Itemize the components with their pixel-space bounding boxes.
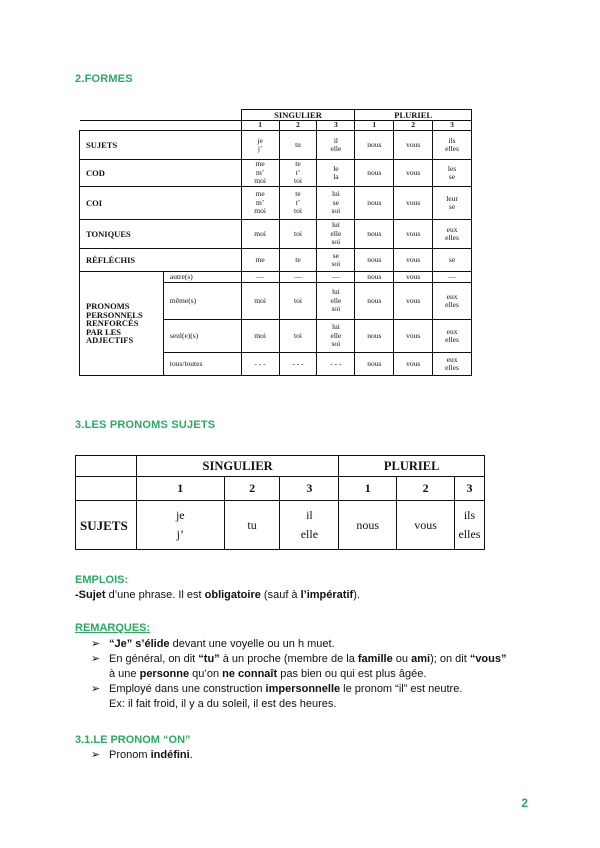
table-cell xyxy=(355,160,394,187)
row-header: SUJETS xyxy=(80,131,242,160)
cell-line: vous xyxy=(406,295,421,305)
cell-line: t’ xyxy=(295,197,301,207)
cell-line: te xyxy=(295,254,301,264)
cell-line: te xyxy=(295,159,301,169)
row-header-renforces xyxy=(80,272,164,376)
arrow-bullet-icon: ➢ xyxy=(91,638,101,650)
cell-line: moi xyxy=(254,206,266,216)
cell-line: leur xyxy=(446,193,458,203)
cell-line: eux xyxy=(446,326,458,336)
person-number: 3 xyxy=(454,477,484,501)
table-cell xyxy=(394,320,433,353)
cell-line: ils xyxy=(463,508,476,522)
cell-line: vous xyxy=(406,358,421,368)
cell-line: m’ xyxy=(255,197,265,207)
table-cell xyxy=(433,320,472,353)
table-cell xyxy=(279,272,317,283)
table-cell xyxy=(355,249,394,272)
cell-line: PAR LES xyxy=(86,326,122,337)
cell-line: ADJECTIFS xyxy=(86,335,134,346)
table-cell xyxy=(355,272,394,283)
table-cell xyxy=(394,160,433,187)
cell-line: lui xyxy=(331,287,340,297)
table-cell xyxy=(279,131,317,160)
table-row xyxy=(80,249,472,272)
table-cell xyxy=(317,160,355,187)
cell-line: elle xyxy=(300,527,319,541)
cell-line: se xyxy=(332,250,340,260)
cell-line: elles xyxy=(445,144,459,153)
cell-line: soi xyxy=(331,206,341,216)
group-header-pluriel: PLURIEL xyxy=(339,456,485,477)
row-header: SUJETS xyxy=(76,501,137,550)
cell-line: tu xyxy=(247,517,257,532)
table-cell xyxy=(241,220,279,249)
table-cell xyxy=(394,283,433,320)
table-cell xyxy=(241,131,279,160)
cell-line: elles xyxy=(445,363,459,372)
cell-line: - - - xyxy=(330,358,342,368)
cell-line: nous xyxy=(367,358,382,368)
person-number: 1 xyxy=(355,121,394,131)
remarques-heading: REMARQUES: xyxy=(75,622,151,634)
cell-line: moi xyxy=(254,330,266,340)
row-header: TONIQUES xyxy=(80,220,242,249)
table-cell xyxy=(394,187,433,220)
person-number: 3 xyxy=(317,121,355,131)
table-cell xyxy=(355,353,394,376)
cell-line: moi xyxy=(254,176,266,186)
cell-line: vous xyxy=(406,139,421,149)
table-cell xyxy=(454,501,484,550)
table-cell xyxy=(241,160,279,187)
table-cell xyxy=(397,501,455,550)
cell-line: soi xyxy=(331,339,341,349)
table-cell xyxy=(241,320,279,353)
emplois-text: -Sujet d’une phrase. Il est obligatoire (sauf à l’impératif). xyxy=(75,589,360,601)
cell-line: lui xyxy=(331,189,340,199)
person-number: 1 xyxy=(241,121,279,131)
cell-line: j’ xyxy=(176,527,184,541)
cell-line: PERSONNELS xyxy=(86,309,143,320)
list-item: ➢ Pronom indéfini. xyxy=(91,749,193,761)
cell-line: elle xyxy=(330,144,342,153)
subject-pronouns-table xyxy=(75,455,485,550)
table-cell xyxy=(317,249,355,272)
cell-line: toi xyxy=(294,228,302,238)
table-cell xyxy=(355,220,394,249)
table-cell xyxy=(224,501,280,550)
empty-corner-cell xyxy=(76,477,137,501)
row-header: COD xyxy=(80,160,242,187)
cell-line: la xyxy=(333,172,339,181)
cell-line: eux xyxy=(446,354,458,364)
table-cell xyxy=(394,249,433,272)
table-row xyxy=(80,131,472,160)
cell-line: vous xyxy=(406,254,421,264)
cell-line: moi xyxy=(254,295,266,305)
person-number: 1 xyxy=(136,477,224,501)
cell-line: elle xyxy=(330,228,342,238)
cell-line: me xyxy=(255,159,265,169)
cell-line: soi xyxy=(331,259,341,268)
cell-line: nous xyxy=(367,254,382,264)
cell-line: — xyxy=(332,271,340,281)
section-title-pronom-on: 3.1.LE PRONOM “ON” xyxy=(75,734,191,746)
list-item: ➢ En général, on dit “tu” à un proche (membre de la famille ou ami); on dit “vous” à une personne qu’on ne connaît pas bien ou qui est plus âgée. xyxy=(91,653,507,680)
cell-line: eux xyxy=(446,291,458,301)
cell-line: nous xyxy=(356,517,380,532)
cell-line: se xyxy=(448,202,456,211)
table-cell xyxy=(433,220,472,249)
cell-line: nous xyxy=(367,228,382,238)
table-cell xyxy=(433,131,472,160)
cell-line: nous xyxy=(367,167,382,177)
cell-line: elles xyxy=(458,527,481,541)
row-header: COI xyxy=(80,187,242,220)
person-number: 2 xyxy=(279,121,317,131)
cell-line: — xyxy=(294,271,302,281)
table-cell xyxy=(433,272,472,283)
cell-line: se xyxy=(448,254,456,264)
cell-line: RENFORCÉS xyxy=(86,318,139,329)
cell-line: se xyxy=(332,197,340,207)
cell-line: soi xyxy=(331,304,341,314)
table-cell xyxy=(433,249,472,272)
pronouns-forms-table xyxy=(79,109,472,376)
sub-row-header: autre(s) xyxy=(163,272,241,283)
empty-corner-cell xyxy=(76,456,137,477)
cell-line: me xyxy=(255,254,265,264)
sub-row-header: seul(e)(s) xyxy=(163,320,241,353)
cell-line: toi xyxy=(294,176,302,186)
table-cell xyxy=(317,131,355,160)
arrow-bullet-icon: ➢ xyxy=(91,749,101,761)
cell-line: elles xyxy=(445,300,459,309)
group-header-singulier: SINGULIER xyxy=(136,456,338,477)
table-cell xyxy=(394,220,433,249)
cell-line: tu xyxy=(295,139,301,149)
table-cell xyxy=(279,187,317,220)
cell-line: le xyxy=(333,163,339,173)
cell-line: nous xyxy=(367,330,382,340)
table-cell xyxy=(317,353,355,376)
cell-line: soi xyxy=(331,237,341,247)
table-cell xyxy=(241,187,279,220)
cell-line: se xyxy=(448,172,456,181)
table-cell xyxy=(241,272,279,283)
table-row xyxy=(80,272,472,283)
cell-line: ils xyxy=(448,135,456,145)
section-title-pronoms-sujets: 3.LES PRONOMS SUJETS xyxy=(75,419,216,431)
cell-line: vous xyxy=(406,271,421,281)
cell-line: eux xyxy=(446,224,458,234)
row-header: RÉFLÉCHIS xyxy=(80,249,242,272)
table-cell xyxy=(433,353,472,376)
arrow-bullet-icon: ➢ xyxy=(91,683,101,695)
cell-line: PRONOMS xyxy=(86,301,130,312)
cell-line: nous xyxy=(367,139,382,149)
cell-line: vous xyxy=(414,517,437,532)
cell-line: - - - xyxy=(254,358,266,368)
list-item: ➢ “Je” s’élide devant une voyelle ou un h muet. xyxy=(91,638,335,650)
table-cell xyxy=(241,249,279,272)
table-row xyxy=(80,187,472,220)
page-number: 2 xyxy=(521,796,528,810)
table-cell xyxy=(279,249,317,272)
cell-line: vous xyxy=(406,228,421,238)
cell-line: vous xyxy=(406,330,421,340)
table-cell xyxy=(241,283,279,320)
emplois-heading: EMPLOIS: xyxy=(75,574,129,586)
cell-line: j’ xyxy=(257,144,263,153)
table-cell xyxy=(317,272,355,283)
cell-line: vous xyxy=(406,167,421,177)
table-cell xyxy=(433,160,472,187)
cell-line: toi xyxy=(294,206,302,216)
table-cell xyxy=(279,283,317,320)
cell-line: elles xyxy=(445,335,459,344)
cell-line: t’ xyxy=(295,167,301,177)
cell-line: te xyxy=(295,189,301,199)
table-cell xyxy=(355,131,394,160)
person-number: 1 xyxy=(339,477,397,501)
cell-line: m’ xyxy=(255,167,265,177)
table-cell xyxy=(355,187,394,220)
table-cell xyxy=(433,283,472,320)
table-row xyxy=(76,501,485,550)
table-cell xyxy=(279,160,317,187)
cell-line: je xyxy=(175,508,185,522)
table-cell xyxy=(339,501,397,550)
table-cell xyxy=(317,320,355,353)
cell-line: lui xyxy=(331,322,340,332)
table-cell xyxy=(355,320,394,353)
cell-line: toi xyxy=(294,295,302,305)
table-cell xyxy=(317,187,355,220)
table-cell xyxy=(136,501,224,550)
group-header-singulier: SINGULIER xyxy=(241,110,355,121)
cell-line: — xyxy=(256,271,264,281)
person-number: 2 xyxy=(224,477,280,501)
sub-row-header: même(s) xyxy=(163,283,241,320)
person-number: 2 xyxy=(397,477,455,501)
cell-line: il xyxy=(333,135,338,145)
cell-line: lui xyxy=(331,220,340,230)
cell-line: elle xyxy=(330,295,342,305)
table-cell xyxy=(279,320,317,353)
cell-line: nous xyxy=(367,295,382,305)
cell-line: les xyxy=(447,163,457,173)
sub-row-header: tous/toutes xyxy=(163,353,241,376)
cell-line: nous xyxy=(367,197,382,207)
table-cell xyxy=(394,272,433,283)
table-cell xyxy=(279,353,317,376)
person-number: 2 xyxy=(394,121,433,131)
table-cell xyxy=(279,220,317,249)
remarques-list xyxy=(91,637,511,712)
table-cell xyxy=(317,220,355,249)
cell-line: elles xyxy=(445,233,459,242)
group-header-pluriel: PLURIEL xyxy=(355,110,472,121)
table-cell xyxy=(241,353,279,376)
table-cell xyxy=(317,283,355,320)
table-cell xyxy=(394,131,433,160)
cell-line: - - - xyxy=(292,358,304,368)
arrow-bullet-icon: ➢ xyxy=(91,653,101,665)
cell-line: il xyxy=(306,508,313,522)
cell-line: je xyxy=(257,135,263,145)
cell-line: elle xyxy=(330,330,342,340)
pronom-on-list xyxy=(91,748,511,763)
section-title-formes: 2.FORMES xyxy=(75,73,133,85)
table-cell xyxy=(355,283,394,320)
cell-line: — xyxy=(448,271,456,281)
person-number: 3 xyxy=(433,121,472,131)
table-cell xyxy=(433,187,472,220)
table-cell xyxy=(280,501,339,550)
cell-line: toi xyxy=(294,330,302,340)
person-number: 3 xyxy=(280,477,339,501)
table-row xyxy=(80,160,472,187)
table-row xyxy=(80,220,472,249)
table-cell xyxy=(394,353,433,376)
cell-line: nous xyxy=(367,271,382,281)
cell-line: moi xyxy=(254,228,266,238)
list-item: ➢ Employé dans une construction impersonnelle le pronom “il” est neutre. Ex: il fait froid, il y a du soleil, il est des heures. xyxy=(91,683,463,710)
cell-line: me xyxy=(255,189,265,199)
cell-line: vous xyxy=(406,197,421,207)
